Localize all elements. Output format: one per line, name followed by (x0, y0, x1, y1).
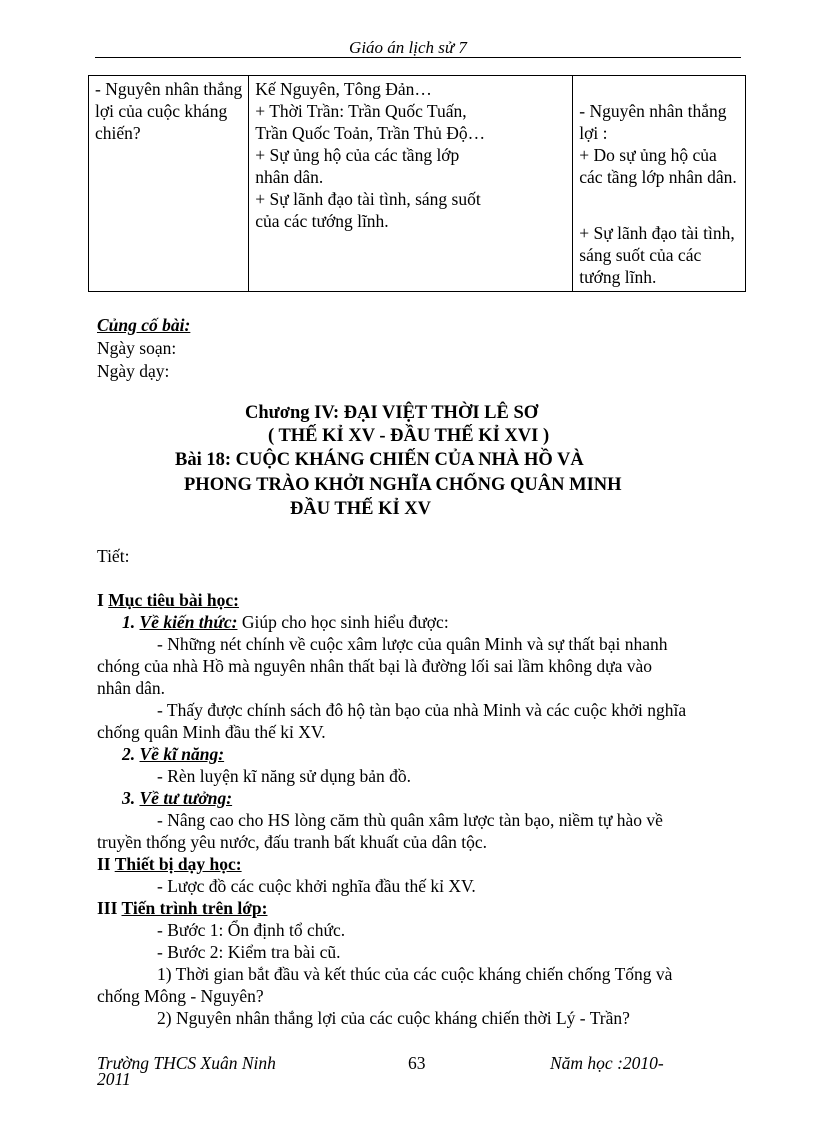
cell-line: Kế Nguyên, Tông Đản… (255, 79, 432, 99)
lesson-table (88, 75, 746, 292)
footer-school: Trường THCS Xuân Ninh (97, 1053, 276, 1073)
lesson-title-1: Bài 18: CUỘC KHÁNG CHIẾN CỦA NHÀ HỒ VÀ (175, 450, 584, 470)
paragraph-line: - Bước 2: Kiểm tra bài cũ. (157, 942, 341, 962)
subsection-number: 2. (122, 744, 140, 764)
section-title: Thiết bị dạy học: (114, 854, 242, 874)
section-title: Tiến trình trên lớp: (121, 898, 268, 918)
cell-line: lợi : (579, 123, 608, 143)
paragraph-line: - Thấy được chính sách đô hộ tàn bạo của nhà Minh và các cuộc khởi nghĩa (157, 700, 687, 720)
subsection-title: Về kĩ năng: (139, 744, 225, 764)
section-number: II (97, 854, 115, 874)
header-divider (95, 57, 741, 58)
paragraph-line: 1) Thời gian bắt đầu và kết thúc của các cuộc kháng chiến chống Tống và (157, 964, 673, 984)
footer-year-cont: 2011 (97, 1069, 131, 1089)
cell-line: tướng lĩnh. (579, 267, 657, 287)
cell-line: + Sự lãnh đạo tài tình, sáng suốt (255, 189, 481, 209)
period-label: Tiết: (97, 546, 130, 566)
paragraph-line: - Rèn luyện kĩ năng sử dụng bản đồ. (157, 766, 411, 786)
paragraph-line: truyền thống yêu nước, đấu tranh bất khuất của dân tộc. (97, 832, 488, 852)
subsection-attitude (122, 787, 232, 809)
cell-line: - Nguyên nhân thắng (579, 101, 727, 121)
chapter-period: ( THẾ KỈ XV - ĐẦU THẾ KỈ XVI ) (268, 426, 550, 446)
teach-date: Ngày dạy: (97, 361, 170, 381)
paragraph-line: - Lược đồ các cuộc khởi nghĩa đầu thế kỉ XV. (157, 876, 476, 896)
section-number: I (97, 590, 109, 610)
lesson-title-3: ĐẦU THẾ KỈ XV (290, 499, 431, 519)
cell-line: + Do sự ủng hộ của (579, 145, 717, 165)
table-cell-question (89, 76, 249, 292)
footer-year: Năm học :2010- (550, 1053, 664, 1073)
cell-line: + Sự ủng hộ của các tầng lớp (255, 145, 460, 165)
section-title: Mục tiêu bài học: (108, 590, 239, 610)
paragraph-line: nhân dân. (97, 678, 166, 698)
paragraph-line: chống Mông - Nguyên? (97, 986, 264, 1006)
cell-line: của các tướng lĩnh. (255, 211, 389, 231)
cell-line: sáng suốt của các (579, 245, 702, 265)
prep-date: Ngày soạn: (97, 338, 177, 358)
section-number: III (97, 898, 122, 918)
cell-line: - Nguyên nhân thắng (95, 79, 243, 99)
subsection-number: 1. (122, 612, 140, 632)
paragraph-line: chống quân Minh đầu thế kỉ XV. (97, 722, 326, 742)
subsection-knowledge (122, 611, 449, 633)
cell-line: + Sự lãnh đạo tài tình, (579, 223, 735, 243)
paragraph-line: chóng của nhà Hồ mà nguyên nhân thất bại là đường lối sai lầm không dựa vào (97, 656, 653, 676)
subsection-title: Về tư tưởng: (139, 788, 233, 808)
cell-line: Trần Quốc Toản, Trần Thủ Độ… (255, 123, 486, 143)
cell-line: chiến? (95, 123, 141, 143)
cell-line: các tầng lớp nhân dân. (579, 167, 737, 187)
section-objectives (97, 589, 239, 611)
table-cell-content (573, 76, 746, 292)
subsection-number: 3. (122, 788, 140, 808)
section-equipment (97, 853, 242, 875)
chapter-title: Chương IV: ĐẠI VIỆT THỜI LÊ SƠ (245, 403, 539, 423)
subsection-title: Về kiến thức: (139, 612, 238, 632)
paragraph-line: - Bước 1: Ổn định tổ chức. (157, 920, 346, 940)
table-cell-activity (249, 76, 573, 292)
subsection-text: Giúp cho học sinh hiểu được: (237, 612, 449, 632)
cell-line: + Thời Trần: Trần Quốc Tuấn, (255, 101, 467, 121)
paragraph-line: 2) Nguyên nhân thắng lợi của các cuộc kháng chiến thời Lý - Trần? (157, 1008, 630, 1028)
cell-line: nhân dân. (255, 167, 324, 187)
section-procedure (97, 897, 267, 919)
consolidate-heading: Củng cố bài: (97, 315, 191, 335)
page-header: Giáo án lịch sử 7 (349, 38, 467, 57)
page-number: 63 (408, 1053, 426, 1073)
cell-line: lợi của cuộc kháng (95, 101, 228, 121)
subsection-skills (122, 743, 224, 765)
paragraph-line: - Những nét chính về cuộc xâm lược của quân Minh và sự thất bại nhanh (157, 634, 668, 654)
lesson-title-2: PHONG TRÀO KHỞI NGHĨA CHỐNG QUÂN MINH (184, 475, 622, 495)
paragraph-line: - Nâng cao cho HS lòng căm thù quân xâm lược tàn bạo, niềm tự hào về (157, 810, 663, 830)
